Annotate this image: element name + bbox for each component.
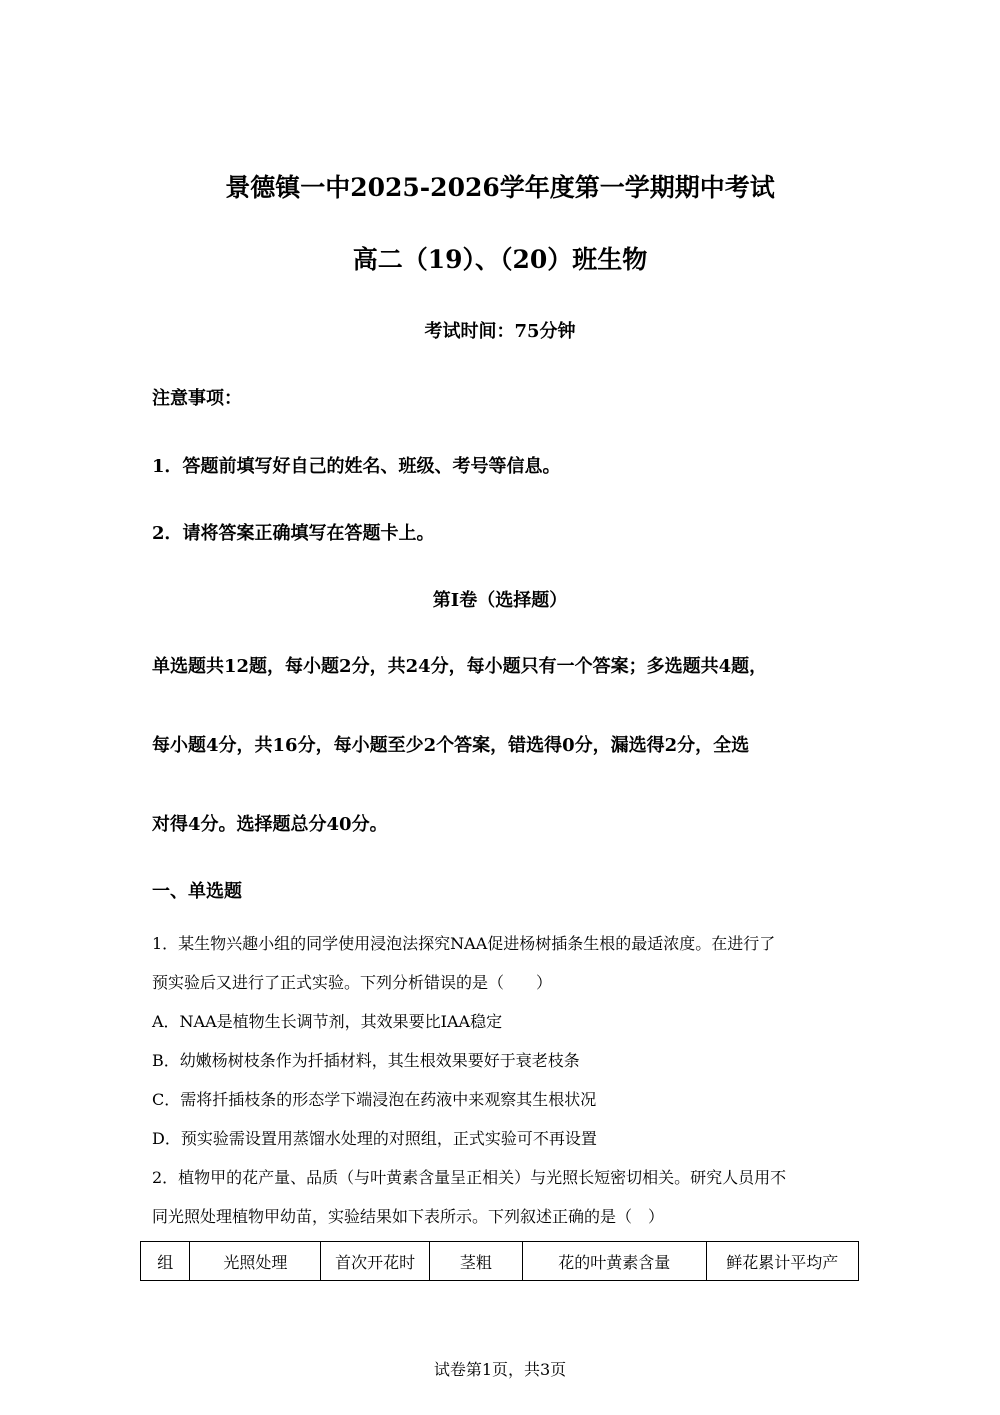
- table-header-cell: 花的叶黄素含量: [522, 1242, 706, 1281]
- question-2-stem: 同光照处理植物甲幼苗，实验结果如下表所示。下列叙述正确的是（ ）: [152, 1207, 665, 1226]
- question-2-table: [140, 1241, 859, 1281]
- exam-subtitle: 高二（19）、（20）班生物: [352, 245, 648, 274]
- question-1-option-d: D．预实验需设置用蒸馏水处理的对照组，正式实验可不再设置: [152, 1129, 597, 1148]
- part-heading: 一、单选题: [152, 881, 242, 902]
- notice-item: 1．答题前填写好自己的姓名、班级、考号等信息。: [152, 456, 561, 477]
- question-1-option-c: C．需将扦插枝条的形态学下端浸泡在药液中来观察其生根状况: [152, 1090, 597, 1109]
- instruction-line: 单选题共12题，每小题2分，共24分，每小题只有一个答案；多选题共4题，: [152, 656, 768, 677]
- question-2-stem: 2．植物甲的花产量、品质（与叶黄素含量呈正相关）与光照长短密切相关。研究人员用不: [152, 1168, 787, 1187]
- exam-time: 考试时间：75分钟: [424, 321, 576, 342]
- table-header-cell: 茎粗: [429, 1242, 522, 1281]
- notice-heading: 注意事项：: [152, 388, 242, 409]
- question-1-option-b: B．幼嫩杨树枝条作为扦插材料，其生根效果要好于衰老枝条: [152, 1051, 580, 1070]
- question-1-option-a: A．NAA是植物生长调节剂，其效果要比IAA稳定: [152, 1012, 503, 1031]
- instruction-line: 每小题4分，共16分，每小题至少2个答案，错选得0分，漏选得2分，全选: [152, 735, 750, 756]
- table-header-cell: 光照处理: [190, 1242, 321, 1281]
- table-header-cell: 鲜花累计平均产: [706, 1242, 858, 1281]
- question-1-stem: 预实验后又进行了正式实验。下列分析错误的是（ ）: [152, 973, 553, 992]
- notice-item: 2．请将答案正确填写在答题卡上。: [152, 523, 435, 544]
- question-1-stem: 1．某生物兴趣小组的同学使用浸泡法探究NAA促进杨树插条生根的最适浓度。在进行了: [152, 934, 776, 953]
- table-header-row: [141, 1242, 859, 1281]
- exam-title: 景德镇一中2025-2026学年度第一学期期中考试: [225, 173, 775, 202]
- instruction-line: 对得4分。选择题总分40分。: [152, 814, 388, 835]
- table-header-cell: 首次开花时: [321, 1242, 430, 1281]
- page-footer: 试卷第1页，共3页: [433, 1360, 567, 1379]
- section-title: 第I卷（选择题）: [432, 590, 568, 611]
- table-header-cell: 组: [141, 1242, 190, 1281]
